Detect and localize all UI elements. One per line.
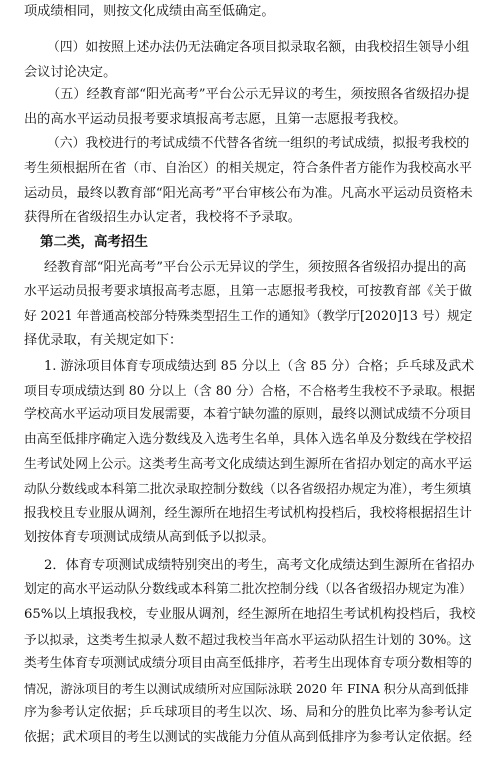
text-line: 择优录取，有关规定如下： [24,333,183,348]
text-line: 类考生体育专项测试成绩分项目由高至低排序，若考生出现体育专项分数相等的 [24,656,472,671]
text-line: 出的高水平运动员报考要求填报高考志愿，且第一志愿报考我校。 [24,112,407,127]
text-line: 经教育部“阳光高考”平台公示无异议的学生，须按照各省级招办提出的高 [44,260,467,275]
text-line: 划按体育专项测试成绩从高到低予以拟录。 [24,530,275,545]
text-line: 水平运动员报考要求填报高考志愿，且第一志愿报考我校，可按教育部《关于做 [24,284,472,299]
text-line: 报我校且专业服从调剂，经生源所在地招生考试机构投档后，我校将根据招生计 [24,506,472,521]
text-line: 65%以上填报我校，专业服从调剂，经生源所在地招生考试机构投档后，我校 [24,607,476,622]
text-line: 序为参考认定依据；乒乓球项目的考生以次、场、局和分的胜负比率为参考认定 [24,705,472,720]
text-line: 2．体育专项测试成绩特别突出的考生，高考文化成绩达到生源所在省招办 [44,558,475,573]
text-line: （四）如按照上述办法仍无法确定各项目拟录取名额，由我校招生领导小组 [47,40,470,55]
text-line: 考生须根据所在省（市、自治区）的相关规定，符合条件者方能作为我校高水平 [24,161,472,176]
text-line: 获得所在省级招生办认定者，我校将不予录取。 [24,210,301,225]
text-line: 动队分数线或本科第二批次录取控制分数线（以各省级招办规定为准），考生须填 [24,481,472,496]
text-line: 由高至低排序确定入选分数线及入选考生名单，具体入选名单及分数线在学校招 [24,432,472,447]
text-line: 划定的高水平运动队分数线或本科第二批次控制分线（以各省级招办规定为准） [24,582,472,597]
text-line: 情况，游泳项目的考生以测试成绩所对应国际泳联 2020 年 FINA 积分从高到低排 [24,682,469,696]
text-line: 学校高水平运动项目发展需要，本着宁缺勿滥的原则，最终以测试成绩不分项目 [24,407,472,422]
text-line: 依据；武术项目的考生以测试的实战能力分值从高到低排序为参考认定依据。经 [24,730,472,745]
text-line: 项成绩相同，则按文化成绩由高至低确定。 [24,4,275,19]
text-line: 生考试处网上公示。这类考生高考文化成绩达到生源所在省招办划定的高水平运 [24,457,472,472]
text-line: 项目专项成绩达到 80 分以上（含 80 分）合格，不合格考生我校不予录取。根据 [24,383,476,398]
text-line: 运动员，最终以教育部“阳光高考”平台审核公布为准。凡高水平运动员资格未 [24,186,473,201]
text-line: 1. 游泳项目体育专项成绩达到 85 分以上（含 85 分）合格；乒乓球及武术 [44,359,475,374]
text-line: （五）经教育部“阳光高考”平台公示无异议的考生，须按照各省级招办提 [47,87,470,102]
section-heading: 第二类，高考招生 [40,234,148,250]
text-line: 予以拟录，这类考生拟录人数不超过我校当年高水平运动队招生计划的 30%。这 [24,632,472,647]
text-line: （六）我校进行的考试成绩不代替各省统一组织的考试成绩，拟报考我校的 [47,136,470,151]
text-line: 会议讨论决定。 [24,65,117,80]
text-line: 好 2021 年普通高校部分特殊类型招生工作的通知》（教学厅[2020]13 号）规定 [24,308,473,323]
